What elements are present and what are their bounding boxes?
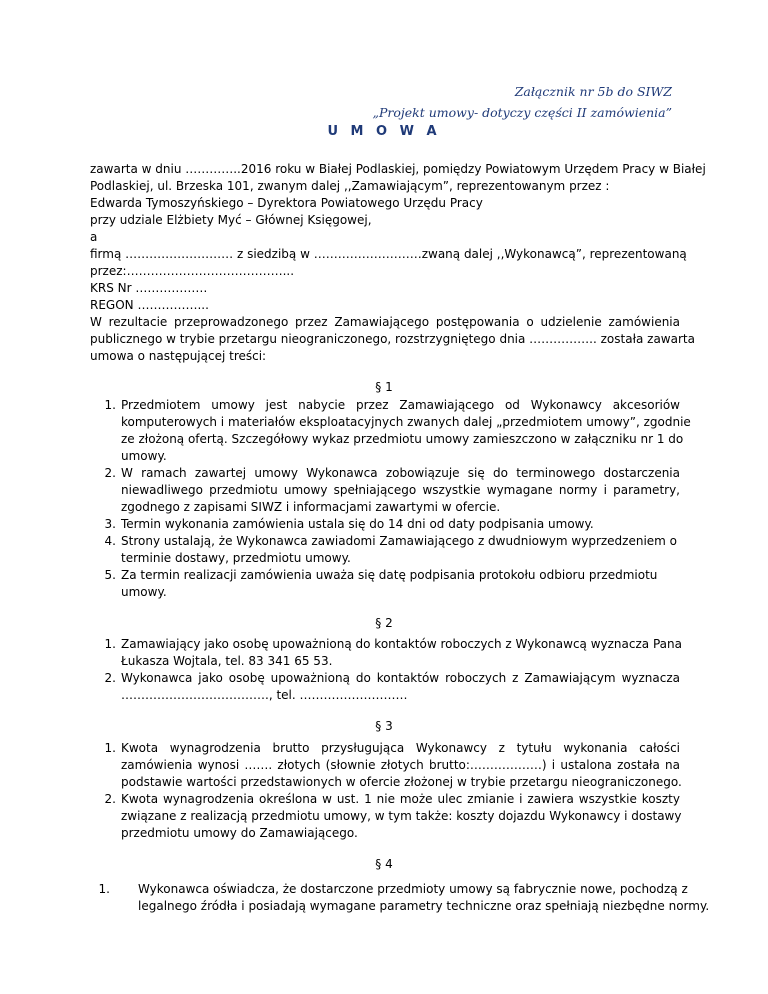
list-item: terminie dostawy, przedmiotu umowy. (121, 551, 351, 565)
list-number: 2. (104, 671, 116, 685)
intro-line: Podlaskiej, ul. Brzeska 101, zwanym dalej ,,Zamawiającym”, reprezentowanym przez : (90, 179, 610, 193)
list-item: Wykonawca jako osobę upoważnioną do kontaktów roboczych z Zamawiającym wyznacza (121, 671, 680, 685)
list-item: Zamawiający jako osobę upoważnioną do kontaktów roboczych z Wykonawcą wyznacza Pana (121, 637, 682, 651)
list-item: zamówienia wynosi ……. złotych (słownie złotych brutto:………………) i ustalona została na (121, 758, 680, 772)
list-number: 3. (104, 517, 116, 531)
list-item: Przedmiotem umowy jest nabycie przez Zamawiającego od Wykonawcy akcesoriów (121, 398, 680, 412)
list-item: podstawie wartości przedstawionych w ofercie złożonej w trybie przetargu nieograniczonego. (121, 775, 682, 789)
list-item: Za termin realizacji zamówienia uważa się datę podpisania protokołu odbioru przedmiotu (121, 568, 658, 582)
intro-line: KRS Nr ……………… (90, 281, 208, 295)
intro-line: przy udziale Elżbiety Myć – Głównej Księgowej, (90, 213, 372, 227)
list-item: Strony ustalają, że Wykonawca zawiadomi Zamawiającego z dwudniowym wyprzedzeniem o (121, 534, 678, 548)
list-item: umowy. (121, 449, 167, 463)
list-item: Wykonawca oświadcza, że dostarczone przedmioty umowy są fabrycznie nowe, pochodzą z (138, 882, 688, 896)
list-number: 2. (104, 792, 116, 806)
list-item: zgodnego z zapisami SIWZ i informacjami zawartymi w ofercie. (121, 500, 501, 514)
list-item: Termin wykonania zamówienia ustala się do 14 dni od daty podpisania umowy. (121, 517, 594, 531)
list-number: 1. (98, 882, 110, 896)
section-heading: § 2 (375, 616, 393, 630)
list-item: niewadliwego przedmiotu umowy spełniającego wszystkie wymagane normy i parametry, (121, 483, 680, 497)
list-number: 1. (104, 637, 116, 651)
list-number: 5. (104, 568, 116, 582)
list-item: związane z realizacją przedmiotu umowy, w tym także: koszty dojazdu Wykonawcy i dostawy (121, 809, 682, 823)
intro-line: REGON ……………... (90, 298, 209, 312)
list-item: ………………………………., tel. ……………………… (121, 688, 408, 702)
intro-line: publicznego w trybie przetargu nieograniczonego, rozstrzygniętego dnia …………….. została zawarta (90, 332, 695, 346)
list-number: 1. (104, 741, 116, 755)
list-number: 2. (104, 466, 116, 480)
attachment-label: Załącznik nr 5b do SIWZ (514, 84, 672, 99)
intro-line: a (90, 230, 98, 244)
intro-line: zawarta w dniu …………..2016 roku w Białej Podlaskiej, pomiędzy Powiatowym Urzędem Pracy w Białej (90, 162, 706, 176)
section-heading: § 4 (375, 857, 393, 871)
intro-line: W rezultacie przeprowadzonego przez Zamawiającego postępowania o udzielenie zamówienia (90, 315, 680, 329)
intro-line: Edwarda Tymoszyńskiego – Dyrektora Powiatowego Urzędu Pracy (90, 196, 483, 210)
intro-line: firmą ……………………… z siedzibą w ………………………zwaną dalej ,,Wykonawcą”, reprezentowaną (90, 247, 687, 261)
section-heading: § 3 (375, 719, 393, 733)
list-number: 1. (104, 398, 116, 412)
list-number: 4. (104, 534, 116, 548)
list-item: Łukasza Wojtala, tel. 83 341 65 53. (121, 654, 333, 668)
attachment-subtitle: „Projekt umowy- dotyczy części II zamówienia” (372, 105, 672, 120)
list-item: legalnego źródła i posiadają wymagane parametry techniczne oraz spełniają niezbędne normy. (138, 899, 710, 913)
list-item: ze złożoną ofertą. Szczegółowy wykaz przedmiotu umowy zamieszczono w załączniku nr 1 do (121, 432, 684, 446)
intro-line: umowa o następującej treści: (90, 349, 267, 363)
list-item: umowy. (121, 585, 167, 599)
list-item: Kwota wynagrodzenia brutto przysługująca Wykonawcy z tytułu wykonania całości (121, 741, 680, 755)
section-heading: § 1 (375, 380, 393, 394)
list-item: Kwota wynagrodzenia określona w ust. 1 nie może ulec zmianie i zawiera wszystkie koszty (121, 792, 680, 806)
document-title: U M O W A (327, 124, 441, 139)
intro-line: przez:…………………………………... (90, 264, 295, 278)
list-item: przedmiotu umowy do Zamawiającego. (121, 826, 358, 840)
list-item: komputerowych i materiałów eksploatacyjnych zwanych dalej „przedmiotem umowy”, zgodnie (121, 415, 691, 429)
list-item: W ramach zawartej umowy Wykonawca zobowiązuje się do terminowego dostarczenia (121, 466, 680, 480)
